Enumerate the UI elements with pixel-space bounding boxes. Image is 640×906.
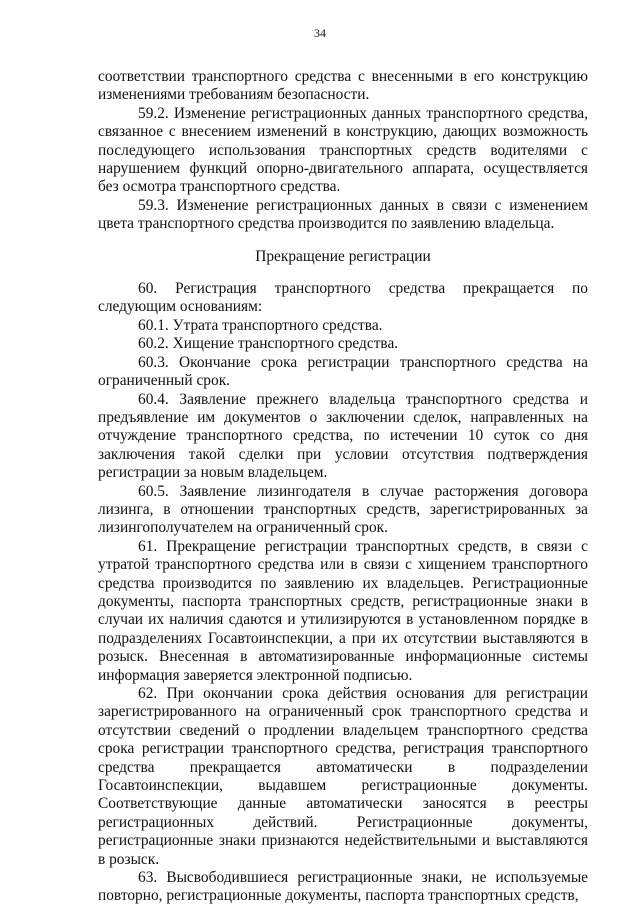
paragraph-continuation: соответствии транспортного средства с внесенными в его конструкцию изменениями требованиям безопасности. (98, 68, 588, 104)
paragraph-60-1: 60.1. Утрата транспортного средства. (138, 316, 383, 334)
paragraph-60-2: 60.2. Хищение транспортного средства. (138, 335, 399, 353)
paragraph-62: 62. При окончании срока действия основания для регистрации зарегистрированного на ограниченный срок транспортного средства и отсутствии сведений о продлении владельцем транспортного средства срока регистрации транспортного средства, регистрация транспортного средства прекращается автоматически в подразделении Госавтоинспекции, выдавшем регистрационные документы. Соответствующие данные автоматически заносятся в реестры регистрационных действий. Регистрационные документы, регистрационные знаки признаются недействительными и выставляются в розыск. (98, 685, 588, 868)
section-heading: Прекращение регистрации (255, 247, 431, 265)
paragraph-60-4: 60.4. Заявление прежнего владельца транспортного средства и предъявление им документов о заключении сделок, направленных на отчуждение транспортного средства, по истечении 10 суток со дня заключения такой сделки при условии отсутствия подтверждения регистрации за новым владельцем. (98, 390, 588, 482)
page-number: 34 (314, 26, 326, 40)
document-body (98, 68, 588, 906)
paragraph-63: 63. Высвободившиеся регистрационные знаки, не используемые повторно, регистрационные документы, паспорта транспортных средств, (98, 869, 588, 905)
paragraph-60-3: 60.3. Окончание срока регистрации транспортного средства на ограниченный срок. (98, 353, 588, 390)
paragraph-60-5: 60.5. Заявление лизингодателя в случае расторжения договора лизинга, в отношении транспортных средств, зарегистрированных за лизингополучателем на ограниченный срок. (98, 482, 588, 537)
paragraph-59-3: 59.3. Изменение регистрационных данных в связи с изменением цвета транспортного средства производится по заявлению владельца. (98, 196, 588, 233)
paragraph-60: 60. Регистрация транспортного средства прекращается по следующим основаниям: (98, 280, 588, 316)
paragraph-59-2: 59.2. Изменение регистрационных данных транспортного средства, связанное с внесением изменений в конструкцию, дающих возможность последующего использования транспортных средств водителями с нарушением функций опорно-двигательного аппарата, осуществляется без осмотра транспортного средства. (98, 104, 588, 196)
paragraph-61: 61. Прекращение регистрации транспортных средств, в связи с утратой транспортного средства или в связи с хищением транспортного средства производится по заявлению их владельцев. Регистрационные документы, паспорта транспортных средств, регистрационные знаки в случаи их наличия сдаются и утилизируются в установленном порядке в подразделениях Госавтоинспекции, а при их отсутствии выставляются в розыск. Внесенная в автоматизированные информационные системы информация заверяется электронной подписью. (98, 537, 588, 684)
